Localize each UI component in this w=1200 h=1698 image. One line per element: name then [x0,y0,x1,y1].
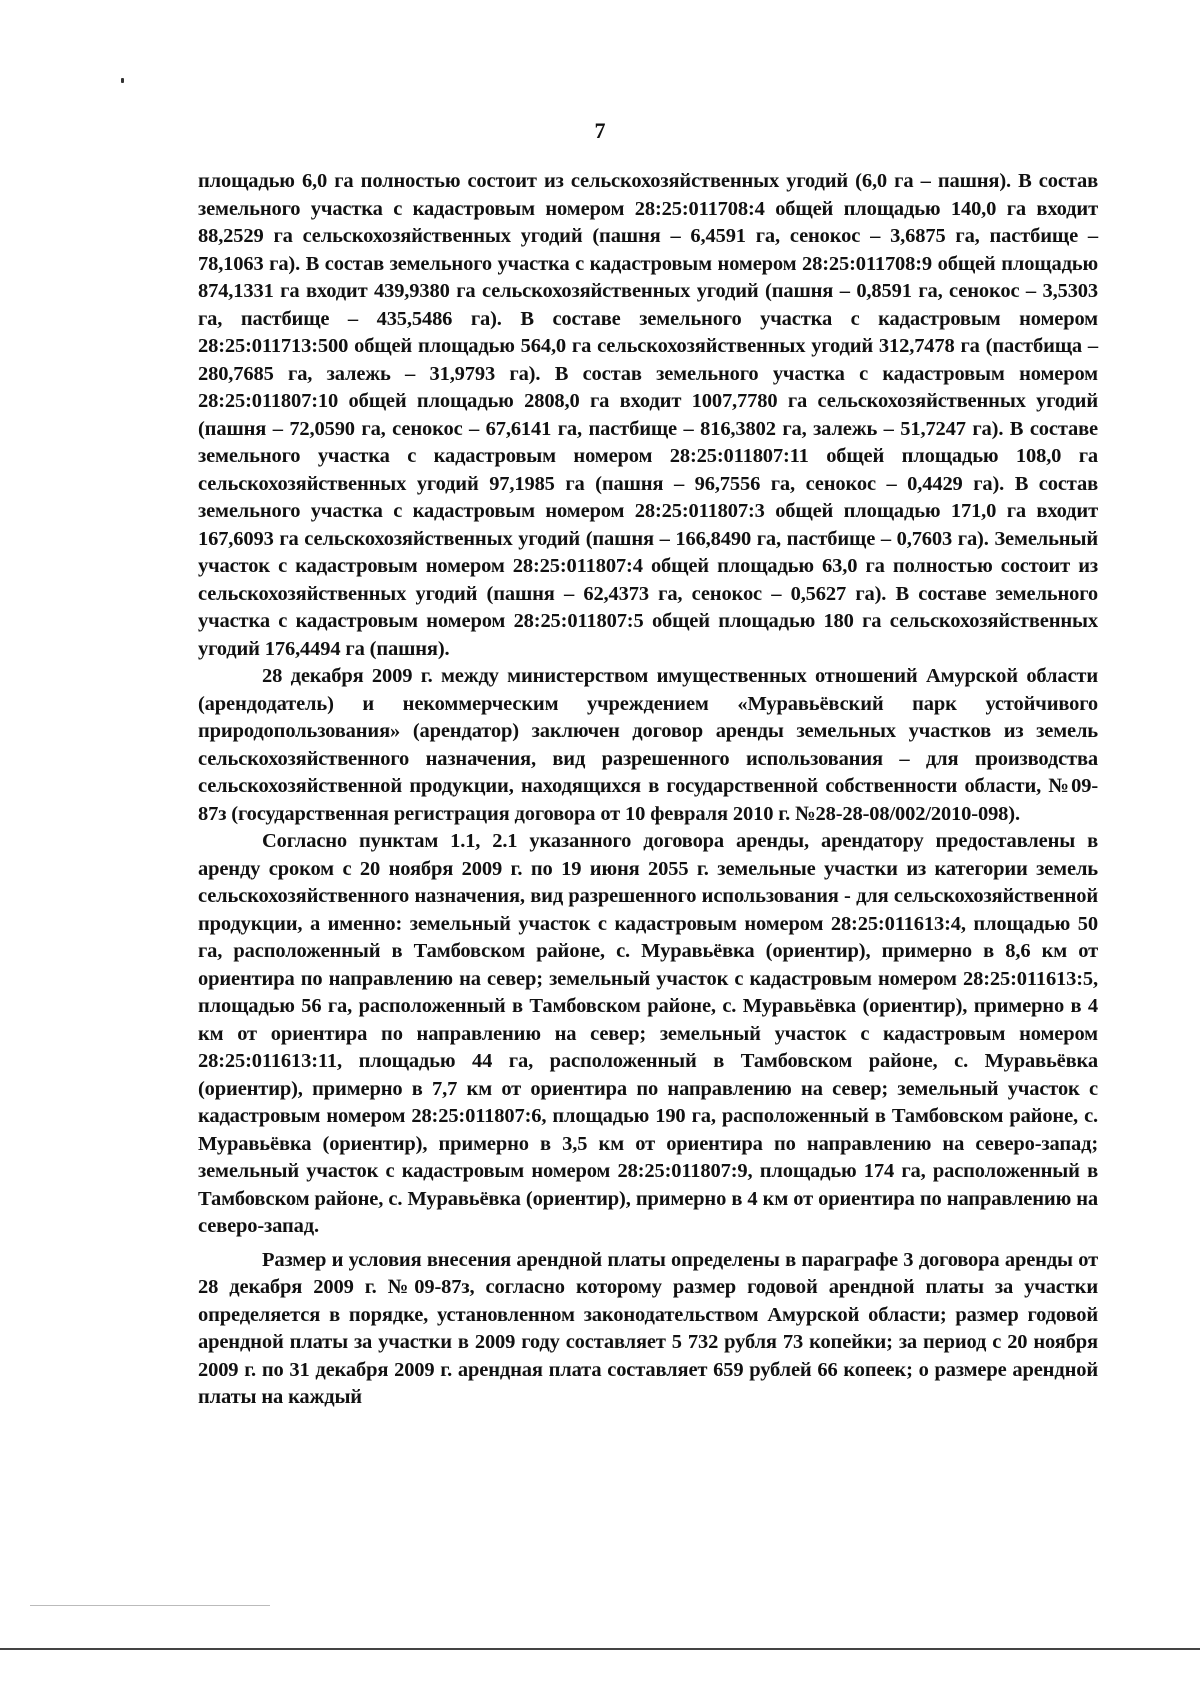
paragraph-2: 28 декабря 2009 г. между министерством имущественных отношений Амурской области (арендодатель) и некоммерческим учреждением «Муравьёвский парк устойчивого природопользования» (арендатор) заключен договор аренды земельных участков из земель сельскохозяйственного назначения, вид разрешенного использования – для производства сельскохозяйственной продукции, находящихся в государственной собственности области, №09-87з (государственная регистрация договора от 10 февраля 2010 г. №28-28-08/002/2010-098). [198,665,1098,825]
document-body [198,168,1098,1412]
margin-dot [121,78,124,83]
paragraph-3: Согласно пунктам 1.1, 2.1 указанного договора аренды, арендатору предоставлены в аренду сроком с 20 ноября 2009 г. по 19 июня 2055 г. земельные участки из категории земель сельскохозяйственного назначения, вид разрешенного использования - для сельскохозяйственной продукции, а именно: земельный участок с кадастровым номером 28:25:011613:4, площадью 50 га, расположенный в Тамбовском районе, с. Муравьёвка (ориентир), примерно в 8,6 км от ориентира по направлению на север; земельный участок с кадастровым номером 28:25:011613:5, площадью 56 га, расположенный в Тамбовском районе, с. Муравьёвка (ориентир), примерно в 4 км от ориентира по направлению на север; земельный участок с кадастровым номером 28:25:011613:11, площадью 44 га, расположенный в Тамбовском районе, с. Муравьёвка (ориентир), примерно в 7,7 км от ориентира по направлению на север; земельный участок с кадастровым номером 28:25:011807:6, площадью 190 га, расположенный в Тамбовском районе, с. Муравьёвка (ориентир), примерно в 3,5 км от ориентира по направлению на северо-запад; земельный участок с кадастровым номером 28:25:011807:9, площадью 174 га, расположенный в Тамбовском районе, с. Муравьёвка (ориентир), примерно в 4 км от ориентира по направлению на северо-запад. [198,830,1098,1237]
scan-edge-line [30,1605,270,1606]
bottom-band [0,1650,1200,1698]
paragraph-1: площадью 6,0 га полностью состоит из сельскохозяйственных угодий (6,0 га – пашня). В состав земельного участка с кадастровым номером 28:25:011708:4 общей площадью 140,0 га входит 88,2529 га сельскохозяйственных угодий (пашня – 6,4591 га, сенокос – 3,6875 га, пастбище – 78,1063 га). В состав земельного участка с кадастровым номером 28:25:011708:9 общей площадью 874,1331 га входит 439,9380 га сельскохозяйственных угодий (пашня – 0,8591 га, сенокос – 3,5303 га, пастбище – 435,5486 га). В составе земельного участка с кадастровым номером 28:25:011713:500 общей площадью 564,0 га сельскохозяйственных угодий 312,7478 га (пастбища – 280,7685 га, залежь – 31,9793 га). В состав земельного участка с кадастровым номером 28:25:011807:10 общей площадью 2808,0 га входит 1007,7780 га сельскохозяйственных угодий (пашня – 72,0590 га, сенокос – 67,6141 га, пастбище – 816,3802 га, залежь – 51,7247 га). В составе земельного участка с кадастровым номером 28:25:011807:11 общей площадью 108,0 га сельскохозяйственных угодий 97,1985 га (пашня – 96,7556 га, сенокос – 0,4429 га). В состав земельного участка с кадастровым номером 28:25:011807:3 общей площадью 171,0 га входит 167,6093 га сельскохозяйственных угодий (пашня – 166,8490 га, пастбище – 0,7603 га). Земельный участок с кадастровым номером 28:25:011807:4 общей площадью 63,0 га полностью состоит из сельскохозяйственных угодий (пашня – 62,4373 га, сенокос – 0,5627 га). В составе земельного участка с кадастровым номером 28:25:011807:5 общей площадью 180 га сельскохозяйственных угодий 176,4494 га (пашня). [198,170,1098,660]
paragraph-4: Размер и условия внесения арендной платы определены в параграфе 3 договора аренды от 28 декабря 2009 г. №09-87з, согласно которому размер годовой арендной платы за участки определяется в порядке, установленном законодательством Амурской области; размер годовой арендной платы за участки в 2009 году составляет 5 732 рубля 73 копейки; за период с 20 ноября 2009 г. по 31 декабря 2009 г. арендная плата составляет 659 рублей 66 копеек; о размере арендной платы на каждый [198,1248,1098,1408]
page-number: 7 [594,118,606,143]
